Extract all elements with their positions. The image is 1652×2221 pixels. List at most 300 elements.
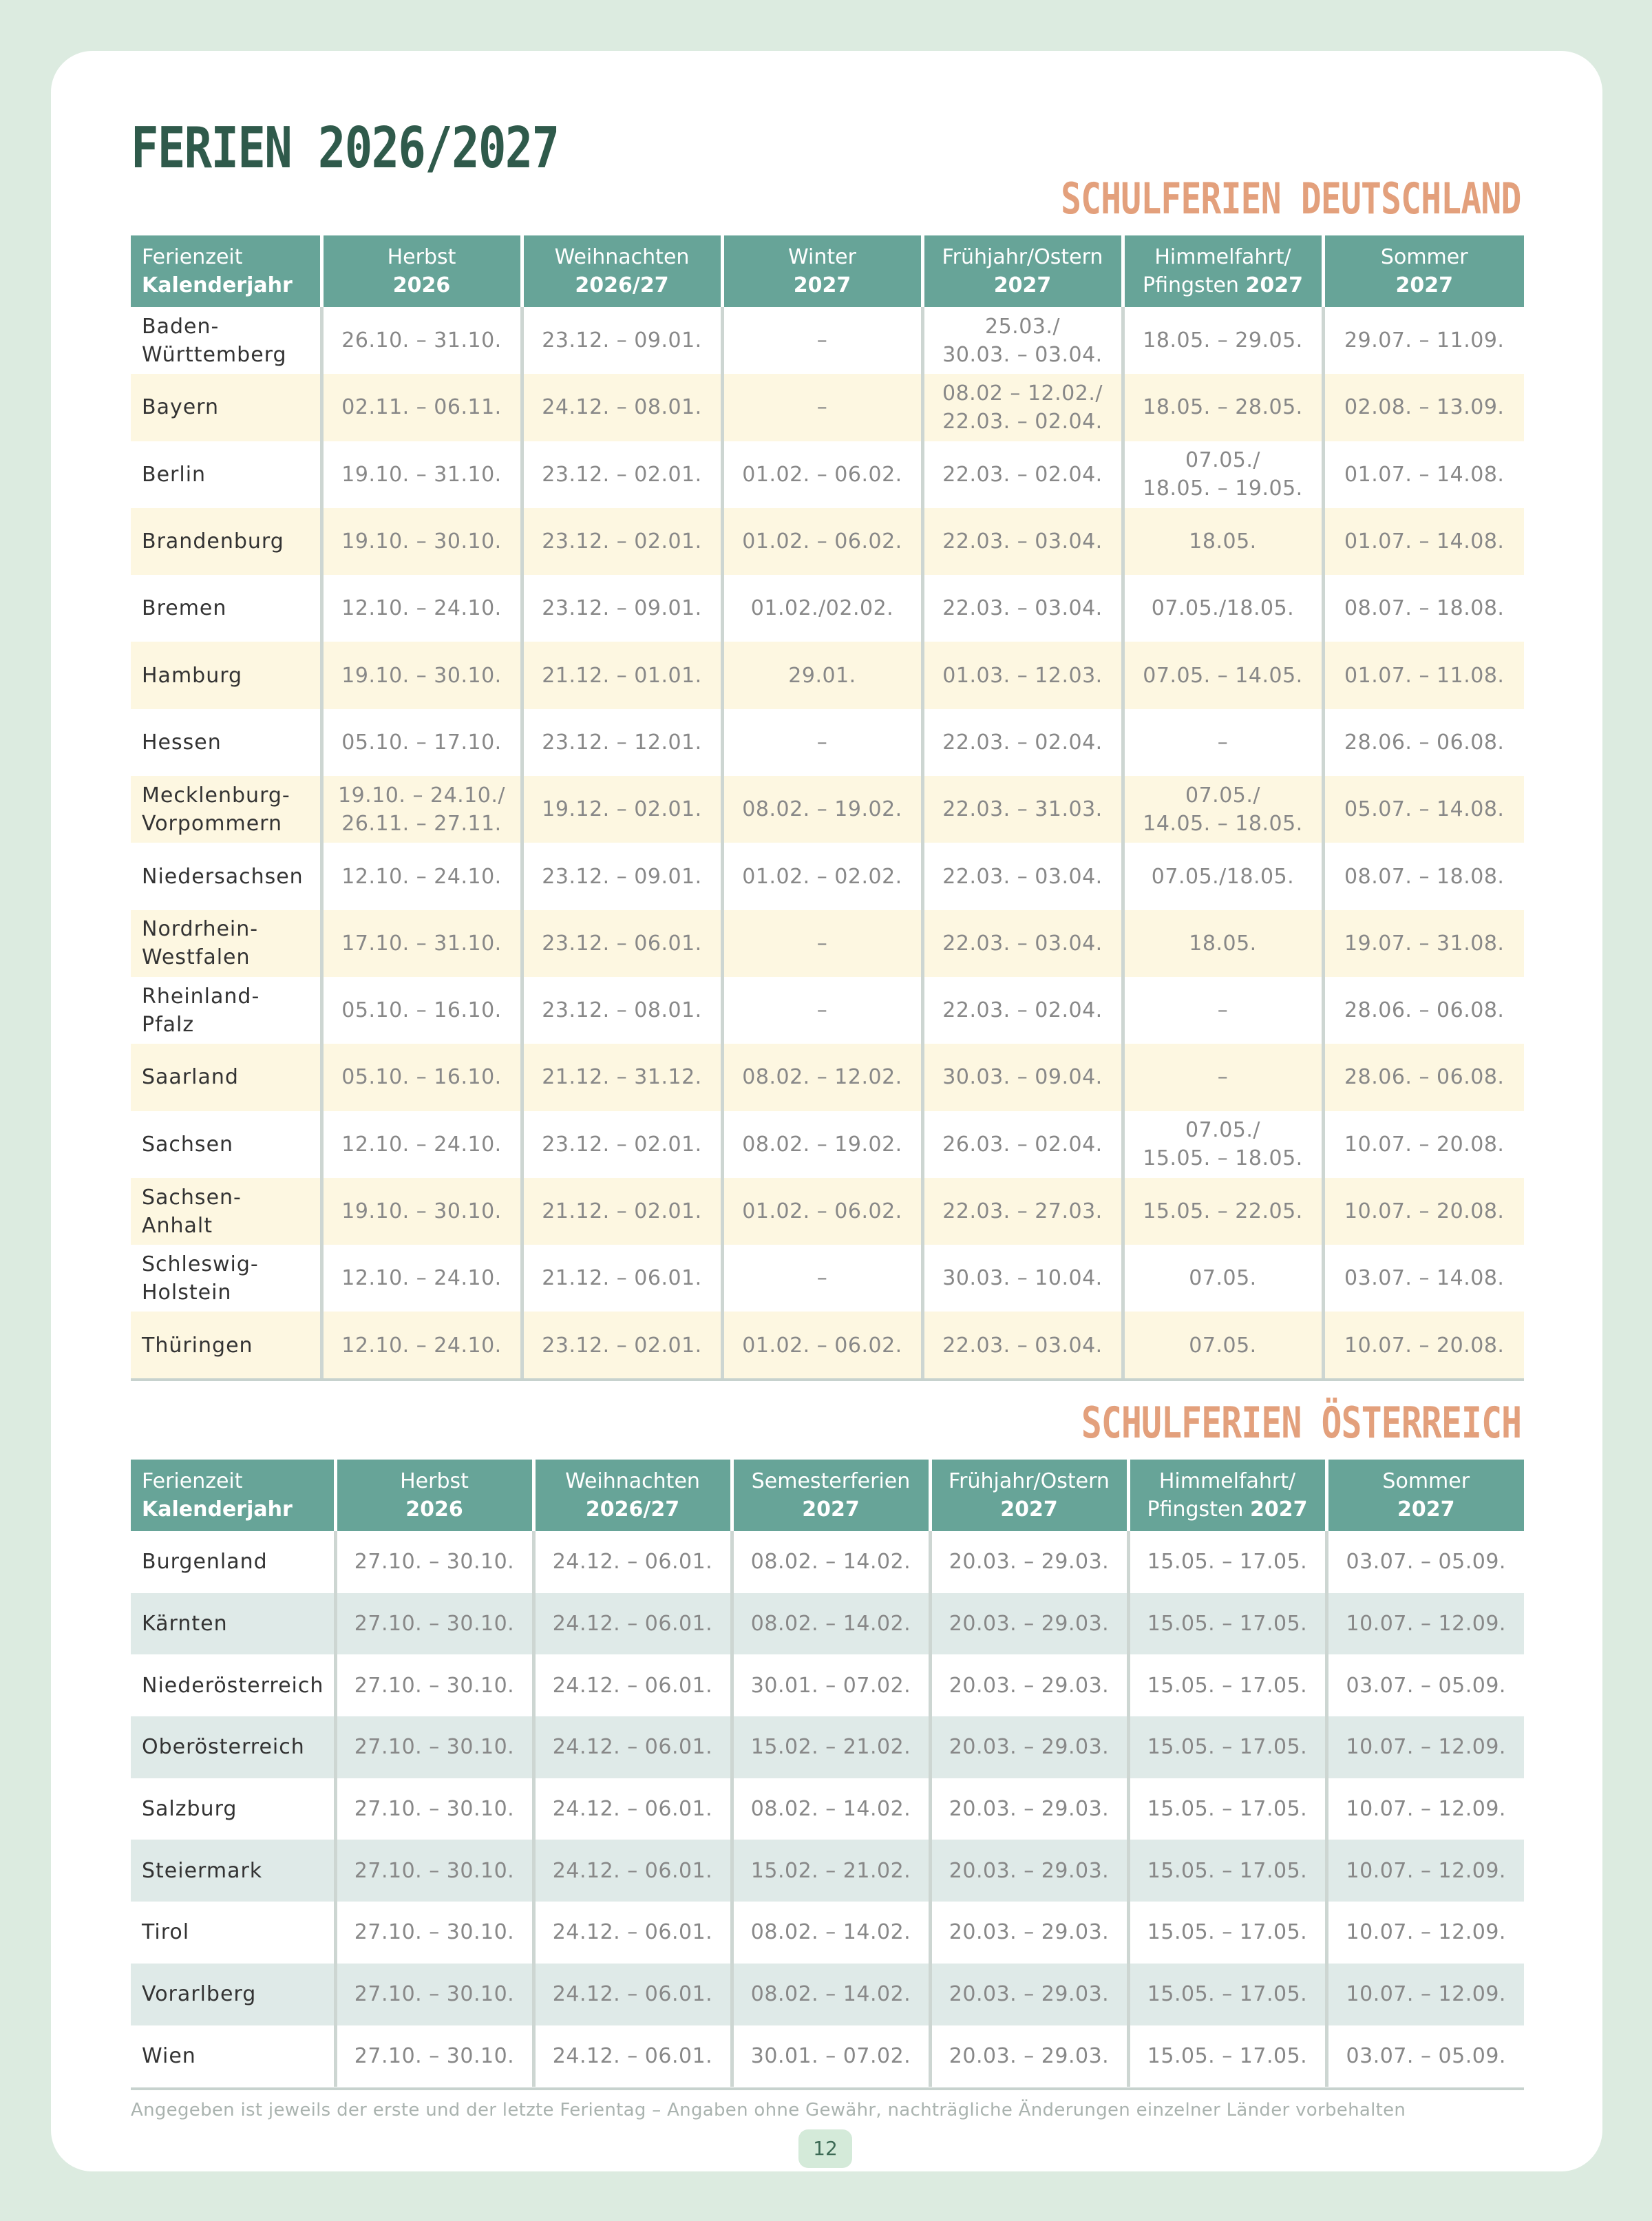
cell-line: 23.12. – 09.01. (542, 596, 702, 621)
table-header-row (131, 235, 1524, 307)
cell-line: 07.05. – 14.05. (1143, 663, 1303, 688)
date-cell (533, 1716, 732, 1778)
date-cell (722, 910, 922, 977)
cell-line: 25.03./ (984, 314, 1061, 339)
date-cell (922, 575, 1123, 642)
table-row (131, 1245, 1524, 1312)
state-name-cell (131, 1716, 335, 1778)
cell-line: 19.10. – 30.10. (341, 663, 502, 688)
cell-line: Winter (788, 245, 856, 269)
header-line (340, 1495, 529, 1524)
cell-line: 07.05./ (1185, 783, 1261, 808)
cell-line: Nordrhein- (142, 917, 259, 942)
date-cell (732, 1778, 930, 1840)
footnote: Angegeben ist jeweils der erste und der letzte Ferientag – Angaben ohne Gewähr, nachträgliche Änderungen einzelner Länder vorbehalten (131, 2100, 1406, 2120)
cell-line: 15.05. – 17.05. (1147, 1858, 1308, 1883)
date-cell (321, 709, 522, 776)
cell-line: 15.05. – 18.05. (1143, 1146, 1303, 1171)
table-row (131, 1902, 1524, 1964)
date-cell (522, 307, 722, 374)
cell-line: Thüringen (142, 1333, 253, 1358)
date-cell (1123, 843, 1323, 909)
cell-line: 19.10. – 31.10. (341, 462, 502, 487)
state-name-cell (131, 1044, 321, 1110)
table-row (131, 1531, 1524, 1593)
date-cell (1128, 1531, 1326, 1593)
state-name-cell (131, 1531, 335, 1593)
cell-line: 23.12. – 09.01. (542, 864, 702, 889)
cell-line: 24.12. – 08.01. (542, 395, 702, 420)
cell-line: 15.05. – 17.05. (1147, 1612, 1308, 1636)
cell-line: 05.10. – 17.10. (341, 730, 502, 755)
date-cell (522, 910, 722, 977)
table-row (131, 1716, 1524, 1778)
cell-line: Himmelfahrt/ (1158, 1469, 1296, 1493)
cell-line: 07.05./18.05. (1151, 596, 1295, 621)
cell-line: 19.10. – 30.10. (341, 529, 502, 554)
date-cell (732, 1964, 930, 2025)
cell-line: 12.10. – 24.10. (341, 596, 502, 621)
date-cell (1123, 1111, 1323, 1178)
cell-line: 27.10. – 30.10. (354, 1982, 515, 2007)
cell-line: 08.07. – 18.08. (1344, 864, 1505, 889)
date-cell (321, 642, 522, 708)
date-cell (1326, 1778, 1524, 1840)
cell-line: 27.10. – 30.10. (354, 1735, 515, 1760)
cell-line: Tirol (142, 1920, 190, 1945)
date-cell (321, 1312, 522, 1378)
cell-line: 22.03. – 03.04. (942, 529, 1103, 554)
cell-line: 07.05. (1189, 1333, 1257, 1358)
date-cell (922, 977, 1123, 1044)
column-header (732, 1460, 930, 1531)
cell-line: 01.02. – 06.02. (742, 1199, 902, 1223)
date-cell (732, 1654, 930, 1716)
date-cell (335, 1778, 533, 1840)
column-header (131, 1460, 335, 1531)
cell-line: 10.07. – 12.09. (1346, 1982, 1506, 2007)
date-cell (321, 1245, 522, 1312)
cell-line: Burgenland (142, 1550, 268, 1575)
date-cell (1123, 1044, 1323, 1110)
cell-line: Kalenderjahr (142, 273, 293, 297)
cell-line: 23.12. – 02.01. (542, 462, 702, 487)
table-row (131, 776, 1524, 843)
cell-line: 01.07. – 14.08. (1344, 529, 1505, 554)
cell-line: Sachsen- (142, 1185, 242, 1210)
date-cell (335, 2025, 533, 2087)
date-cell (722, 1178, 922, 1245)
date-cell (335, 1840, 533, 1902)
cell-line: 03.07. – 05.09. (1346, 1550, 1506, 1575)
date-cell (922, 441, 1123, 508)
table-row (131, 843, 1524, 909)
cell-line: 23.12. – 02.01. (542, 529, 702, 554)
cell-line: 10.07. – 20.08. (1344, 1132, 1505, 1157)
cell-line: 20.03. – 29.03. (949, 1982, 1110, 2007)
cell-line: 02.11. – 06.11. (341, 395, 502, 420)
date-cell (922, 843, 1123, 909)
cell-line: 23.12. – 08.01. (542, 998, 702, 1023)
cell-line: 2026 (405, 1497, 463, 1522)
date-cell (1123, 910, 1323, 977)
cell-line: – (816, 328, 828, 353)
cell-line: Herbst (400, 1469, 469, 1493)
cell-line: 18.05. (1189, 529, 1257, 554)
date-cell (522, 1312, 722, 1378)
cell-line: 08.02 – 12.02./ (942, 381, 1103, 406)
cell-line: 15.02. – 21.02. (750, 1735, 911, 1760)
cell-line: Sommer (1380, 245, 1468, 269)
state-name-cell (131, 1964, 335, 2025)
date-cell (1128, 1964, 1326, 2025)
cell-line: – (816, 931, 828, 956)
date-cell (922, 709, 1123, 776)
cell-line: 29.01. (788, 663, 856, 688)
cell-line: 26.10. – 31.10. (341, 328, 502, 353)
cell-line: 01.02. – 06.02. (742, 462, 902, 487)
cell-line: 08.02. – 12.02. (742, 1065, 902, 1090)
state-name-cell (131, 1840, 335, 1902)
cell-line: 21.12. – 01.01. (542, 663, 702, 688)
cell-line: Württemberg (142, 342, 287, 367)
cell-line: 08.07. – 18.08. (1344, 596, 1505, 621)
cell-line: Holstein (142, 1280, 232, 1305)
cell-line: 23.12. – 12.01. (542, 730, 702, 755)
date-cell (321, 441, 522, 508)
table-row (131, 1964, 1524, 2025)
cell-line: 03.07. – 14.08. (1344, 1266, 1505, 1291)
table-row (131, 1111, 1524, 1178)
cell-line: 27.10. – 30.10. (354, 1920, 515, 1945)
cell-line: 10.07. – 12.09. (1346, 1858, 1506, 1883)
date-cell (321, 1044, 522, 1110)
date-cell (335, 1716, 533, 1778)
cell-line: 20.03. – 29.03. (949, 1550, 1110, 1575)
cell-line: Kalenderjahr (142, 1497, 293, 1522)
state-name-cell (131, 1111, 321, 1178)
date-cell (930, 1531, 1128, 1593)
date-cell (930, 1654, 1128, 1716)
cell-line: Niedersachsen (142, 864, 304, 889)
header-line (927, 271, 1119, 299)
state-name-cell (131, 1312, 321, 1378)
cell-line: 23.12. – 02.01. (542, 1132, 702, 1157)
cell-line: Bayern (142, 395, 219, 420)
cell-line: Baden- (142, 314, 220, 339)
cell-line: 07.05./18.05. (1151, 864, 1295, 889)
cell-line: 15.05. – 17.05. (1147, 1550, 1308, 1575)
date-cell (732, 1531, 930, 1593)
cell-line: – (1217, 1065, 1229, 1090)
cell-line: Brandenburg (142, 529, 284, 554)
date-cell (732, 1840, 930, 1902)
header-line (737, 1495, 926, 1524)
column-header (1123, 235, 1323, 307)
cell-line: 30.01. – 07.02. (750, 1673, 911, 1698)
cell-line: Saarland (142, 1065, 239, 1090)
cell-line: 20.03. – 29.03. (949, 1735, 1110, 1760)
cell-line: Frühjahr/Ostern (942, 245, 1103, 269)
column-header (522, 235, 722, 307)
state-name-cell (131, 441, 321, 508)
cell-line: 01.07. – 11.08. (1344, 663, 1505, 688)
date-cell (1123, 977, 1323, 1044)
date-cell (1323, 1312, 1524, 1378)
cell-line: 22.03. – 03.04. (942, 596, 1103, 621)
cell-line: 21.12. – 31.12. (542, 1065, 702, 1090)
section-title-germany: SCHULFERIEN DEUTSCHLAND (1061, 173, 1521, 224)
cell-line: 20.03. – 29.03. (949, 1920, 1110, 1945)
date-cell (1326, 1902, 1524, 1964)
cell-line: 27.10. – 30.10. (354, 1550, 515, 1575)
column-header (533, 1460, 732, 1531)
date-cell (1323, 843, 1524, 909)
date-cell (922, 1044, 1123, 1110)
date-cell (722, 1111, 922, 1178)
header-line (935, 1495, 1124, 1524)
date-cell (930, 2025, 1128, 2087)
cell-line: Berlin (142, 462, 206, 487)
date-cell (533, 1778, 732, 1840)
cell-line: 28.06. – 06.08. (1344, 730, 1505, 755)
date-cell (922, 642, 1123, 708)
state-name-cell (131, 575, 321, 642)
cell-line: 27.10. – 30.10. (354, 1673, 515, 1698)
date-cell (522, 441, 722, 508)
header-line (142, 1495, 331, 1524)
cell-line: 28.06. – 06.08. (1344, 998, 1505, 1023)
date-cell (1128, 1654, 1326, 1716)
date-cell (522, 642, 722, 708)
date-cell (732, 1902, 930, 1964)
cell-line: 07.05. (1189, 1266, 1257, 1291)
state-name-cell (131, 1593, 335, 1655)
cell-line: 12.10. – 24.10. (341, 864, 502, 889)
cell-line: 2027 (1395, 273, 1453, 297)
cell-line: 19.07. – 31.08. (1344, 931, 1505, 956)
date-cell (335, 1902, 533, 1964)
cell-line: 14.05. – 18.05. (1143, 811, 1303, 836)
cell-line: 08.02. – 19.02. (742, 797, 902, 822)
cell-line: 17.10. – 31.10. (341, 931, 502, 956)
date-cell (522, 575, 722, 642)
cell-line: 01.02. – 06.02. (742, 529, 902, 554)
date-cell (1323, 910, 1524, 977)
table-row (131, 1593, 1524, 1655)
date-cell (722, 508, 922, 575)
state-name-cell (131, 508, 321, 575)
cell-line: 30.03. – 10.04. (942, 1266, 1103, 1291)
date-cell (922, 776, 1123, 843)
date-cell (930, 1778, 1128, 1840)
table-row (131, 2025, 1524, 2087)
date-cell (922, 1245, 1123, 1312)
cell-line: 2027 (793, 273, 851, 297)
date-cell (1323, 307, 1524, 374)
date-cell (722, 441, 922, 508)
date-cell (1323, 1178, 1524, 1245)
date-cell (1323, 776, 1524, 843)
cell-line: 08.02. – 14.02. (750, 1550, 911, 1575)
date-cell (1123, 575, 1323, 642)
cell-line: 2027 (1000, 1497, 1058, 1522)
cell-line: 03.07. – 05.09. (1346, 1673, 1506, 1698)
state-name-cell (131, 910, 321, 977)
cell-line: 24.12. – 06.01. (552, 1858, 713, 1883)
header-line (326, 271, 518, 299)
date-cell (522, 977, 722, 1044)
date-cell (722, 776, 922, 843)
date-cell (321, 910, 522, 977)
date-cell (1123, 374, 1323, 441)
cell-line: 02.08. – 13.09. (1344, 395, 1505, 420)
cell-line: 12.10. – 24.10. (341, 1333, 502, 1358)
date-cell (522, 776, 722, 843)
date-cell (722, 843, 922, 909)
cell-line: 05.10. – 16.10. (341, 1065, 502, 1090)
date-cell (1323, 508, 1524, 575)
cell-line: 26.11. – 27.11. (341, 811, 502, 836)
cell-line: 08.02. – 14.02. (750, 1797, 911, 1822)
cell-line: 29.07. – 11.09. (1344, 328, 1505, 353)
page-title: FERIEN 2026/2027 (131, 116, 559, 181)
table-row (131, 709, 1524, 776)
cell-line: 08.02. – 14.02. (750, 1920, 911, 1945)
date-cell (321, 508, 522, 575)
date-cell (522, 1111, 722, 1178)
cell-line: 10.07. – 12.09. (1346, 1920, 1506, 1945)
date-cell (1128, 1840, 1326, 1902)
date-cell (533, 1902, 732, 1964)
date-cell (1326, 1593, 1524, 1655)
date-cell (533, 1531, 732, 1593)
cell-line: 24.12. – 06.01. (552, 1550, 713, 1575)
date-cell (732, 2025, 930, 2087)
cell-line: 22.03. – 31.03. (942, 797, 1103, 822)
table-row (131, 642, 1524, 708)
cell-line: – (1217, 998, 1229, 1023)
date-cell (722, 977, 922, 1044)
date-cell (533, 1964, 732, 2025)
date-cell (1128, 2025, 1326, 2087)
date-cell (321, 374, 522, 441)
cell-line: Westfalen (142, 945, 251, 970)
cell-line: 2027 (993, 273, 1052, 297)
cell-line: Kärnten (142, 1612, 228, 1636)
germany-holiday-table (131, 235, 1524, 1379)
date-cell (321, 776, 522, 843)
date-cell (522, 508, 722, 575)
table-row (131, 374, 1524, 441)
cell-line: 28.06. – 06.08. (1344, 1065, 1505, 1090)
cell-line: 2027 (802, 1497, 860, 1522)
cell-line: Hamburg (142, 663, 243, 688)
cell-line: 22.03. – 03.04. (942, 1333, 1103, 1358)
cell-line: 24.12. – 06.01. (552, 1673, 713, 1698)
date-cell (335, 1654, 533, 1716)
cell-line: Anhalt (142, 1213, 213, 1238)
cell-line: Mecklenburg- (142, 783, 290, 808)
cell-line: 22.03. – 02.04. (942, 998, 1103, 1023)
date-cell (930, 1902, 1128, 1964)
table-header-row (131, 1460, 1524, 1531)
cell-line: 08.02. – 19.02. (742, 1132, 902, 1157)
cell-line: 19.10. – 30.10. (341, 1199, 502, 1223)
cell-line: 07.05./ (1185, 448, 1261, 473)
cell-line: – (1217, 730, 1229, 755)
cell-line: Salzburg (142, 1797, 237, 1822)
date-cell (722, 1245, 922, 1312)
cell-line: Rheinland- (142, 984, 260, 1009)
cell-line: 22.03. – 02.04. (942, 462, 1103, 487)
section-title-austria: SCHULFERIEN ÖSTERREICH (1081, 1398, 1521, 1448)
cell-line: 08.02. – 14.02. (750, 1612, 911, 1636)
header-line (142, 271, 317, 299)
cell-line: 19.12. – 02.01. (542, 797, 702, 822)
header-line (1331, 1495, 1522, 1524)
date-cell (922, 508, 1123, 575)
date-cell (922, 1178, 1123, 1245)
cell-line: 27.10. – 30.10. (354, 2043, 515, 2068)
date-cell (732, 1716, 930, 1778)
state-name-cell (131, 776, 321, 843)
state-name-cell (131, 1902, 335, 1964)
cell-line: 24.12. – 06.01. (552, 1797, 713, 1822)
column-header (1323, 235, 1524, 307)
date-cell (722, 575, 922, 642)
cell-line: Pfingsten (1143, 273, 1246, 297)
table-row (131, 307, 1524, 374)
column-header (321, 235, 522, 307)
table-row (131, 441, 1524, 508)
state-name-cell (131, 977, 321, 1044)
header-line (538, 1495, 728, 1524)
state-name-cell (131, 709, 321, 776)
date-cell (1123, 642, 1323, 708)
cell-line: Oberösterreich (142, 1735, 305, 1760)
cell-line: 01.07. – 14.08. (1344, 462, 1505, 487)
cell-line: 10.07. – 12.09. (1346, 1797, 1506, 1822)
date-cell (922, 1111, 1123, 1178)
cell-line: 15.02. – 21.02. (750, 1858, 911, 1883)
cell-line: 23.12. – 09.01. (542, 328, 702, 353)
date-cell (1123, 307, 1323, 374)
cell-line: Weihnachten (565, 1469, 700, 1493)
cell-line: – (816, 395, 828, 420)
cell-line: – (816, 730, 828, 755)
cell-line: 18.05. – 19.05. (1143, 476, 1303, 501)
date-cell (1326, 1964, 1524, 2025)
header-line (527, 271, 718, 299)
table-row (131, 1778, 1524, 1840)
cell-line: 30.03. – 09.04. (942, 1065, 1103, 1090)
table-bottom-rule (131, 2087, 1524, 2090)
column-header (930, 1460, 1128, 1531)
date-cell (335, 1593, 533, 1655)
cell-line: 08.02. – 14.02. (750, 1982, 911, 2007)
date-cell (722, 1312, 922, 1378)
date-cell (722, 709, 922, 776)
cell-line: Pfalz (142, 1012, 195, 1037)
cell-line: 22.03. – 27.03. (942, 1199, 1103, 1223)
cell-line: 22.03. – 02.04. (942, 409, 1103, 434)
cell-line: 12.10. – 24.10. (341, 1266, 502, 1291)
cell-line: Hessen (142, 730, 222, 755)
state-name-cell (131, 843, 321, 909)
cell-line: 27.10. – 30.10. (354, 1612, 515, 1636)
cell-line: Semesterferien (751, 1469, 911, 1493)
